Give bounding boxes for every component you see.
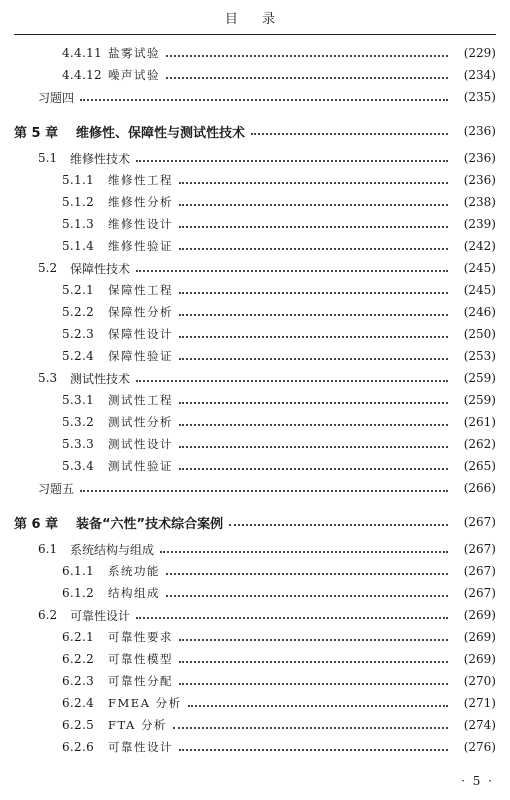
toc-entry-number: 6.2.4 [62, 696, 95, 710]
dot-leader [166, 573, 448, 575]
dot-leader [136, 270, 448, 272]
toc-entry-number: 5.2.1 [62, 283, 95, 297]
toc-entry-page: (269) [463, 652, 496, 666]
toc-entry-title: 噪声试验 [108, 68, 160, 82]
toc-entry-sub[interactable] [0, 389, 510, 411]
toc-entry-page: (234) [463, 68, 496, 82]
toc-entry-title: 装备“六性”技术综合案例 [76, 516, 224, 532]
toc-entry-title: 维修性验证 [108, 239, 173, 253]
dot-leader [179, 248, 448, 250]
dot-leader [179, 204, 448, 206]
toc-entry-title: 保障性设计 [108, 327, 173, 341]
toc-entry-number: 5.2.2 [62, 305, 95, 319]
dot-leader [166, 55, 448, 57]
toc-entry-title: 测试性验证 [108, 459, 173, 473]
toc-entry-title: 习题五 [38, 481, 75, 496]
toc-entry-title: 测试性技术 [70, 371, 131, 386]
toc-entry-number: 6.2.2 [62, 652, 95, 666]
toc-entry-sec[interactable] [0, 604, 510, 626]
page-header-title: 目 录 [224, 12, 286, 27]
toc-entry-sub[interactable] [0, 213, 510, 235]
toc-entry-ch[interactable] [0, 120, 510, 142]
toc-entry-page: (276) [463, 740, 496, 754]
toc-entry-number: 5.2 [38, 261, 58, 275]
toc-entry-sub[interactable] [0, 692, 510, 714]
toc-entry-sub[interactable] [0, 648, 510, 670]
dot-leader [229, 524, 448, 526]
dot-leader [173, 727, 448, 729]
dot-leader [166, 77, 448, 79]
toc-entry-title: 可靠性分配 [108, 674, 173, 688]
toc-entry-page: (261) [463, 415, 496, 429]
toc-entry-sub[interactable] [0, 560, 510, 582]
page-number: · 5 · [461, 774, 494, 788]
toc-entry-page: (267) [463, 586, 496, 600]
toc-entry-number: 6.2 [38, 608, 58, 622]
dot-leader [179, 468, 448, 470]
toc-entry-number: 6.2.1 [62, 630, 95, 644]
toc-entry-sec[interactable] [0, 367, 510, 389]
toc-entry-number: 6.2.6 [62, 740, 95, 754]
toc-entry-page: (239) [463, 217, 496, 231]
toc-entry-sub[interactable] [0, 42, 510, 64]
dot-leader [80, 490, 448, 492]
toc-entry-number: 6.2.3 [62, 674, 95, 688]
toc-entry-title: FMEA 分析 [108, 696, 182, 710]
toc-entry-page: (267) [463, 542, 496, 556]
dot-leader [136, 160, 448, 162]
toc-entry-sub[interactable] [0, 433, 510, 455]
toc-entry-page: (259) [463, 393, 496, 407]
header-rule [14, 34, 496, 35]
dot-leader [179, 226, 448, 228]
toc-entry-sub[interactable] [0, 582, 510, 604]
toc-entry-page: (266) [463, 481, 496, 495]
dot-leader [179, 402, 448, 404]
toc-entry-sub[interactable] [0, 345, 510, 367]
dot-leader [179, 683, 448, 685]
toc-entry-sub[interactable] [0, 169, 510, 191]
toc-entry-number: 第 5 章 [14, 125, 59, 141]
toc-entry-number: 6.1.2 [62, 586, 95, 600]
toc-entry-page: (250) [463, 327, 496, 341]
toc-entry-number: 6.1 [38, 542, 58, 556]
toc-entry-ch[interactable] [0, 511, 510, 533]
toc-entry-page: (270) [463, 674, 496, 688]
toc-entry-number: 5.3.4 [62, 459, 95, 473]
toc-entry-number: 5.1.4 [62, 239, 95, 253]
toc-entry-number: 5.3.1 [62, 393, 95, 407]
dot-leader [251, 133, 448, 135]
toc-entry-ex[interactable] [0, 477, 510, 499]
toc-entry-sub[interactable] [0, 736, 510, 758]
toc-entry-number: 5.1.2 [62, 195, 95, 209]
toc-entry-ex[interactable] [0, 86, 510, 108]
dot-leader [179, 358, 448, 360]
toc-entry-sub[interactable] [0, 626, 510, 648]
toc-entry-title: 维修性、保障性与测试性技术 [76, 125, 246, 141]
toc-entry-sub[interactable] [0, 411, 510, 433]
toc-entry-sub[interactable] [0, 714, 510, 736]
toc-entry-sub[interactable] [0, 670, 510, 692]
toc-entry-sub[interactable] [0, 455, 510, 477]
dot-leader [179, 639, 448, 641]
toc-entry-sub[interactable] [0, 191, 510, 213]
toc-entry-title: 可靠性设计 [108, 740, 173, 754]
toc-entry-page: (236) [463, 173, 496, 187]
toc-entry-title: 测试性设计 [108, 437, 173, 451]
toc-entry-sec[interactable] [0, 538, 510, 560]
dot-leader [179, 182, 448, 184]
toc-entry-page: (267) [463, 564, 496, 578]
toc-entry-page: (235) [463, 90, 496, 104]
toc-entry-page: (236) [463, 124, 496, 138]
toc-entry-title: 可靠性要求 [108, 630, 173, 644]
dot-leader [179, 292, 448, 294]
toc-entry-number: 5.3 [38, 371, 58, 385]
toc-entry-number: 4.4.11 [62, 46, 102, 60]
dot-leader [179, 749, 448, 751]
toc-entry-title: 保障性验证 [108, 349, 173, 363]
toc-entry-page: (271) [463, 696, 496, 710]
toc-entry-title: 可靠性模型 [108, 652, 173, 666]
toc-entry-number: 5.3.2 [62, 415, 95, 429]
toc-entry-sub[interactable] [0, 323, 510, 345]
toc-entry-title: 系统结构与组成 [70, 542, 155, 557]
toc-entry-sub[interactable] [0, 235, 510, 257]
dot-leader [136, 380, 448, 382]
toc-entry-page: (267) [463, 515, 496, 529]
dot-leader [160, 551, 448, 553]
toc-entry-number: 5.2.3 [62, 327, 95, 341]
toc-entry-number: 第 6 章 [14, 516, 59, 532]
toc-entry-title: FTA 分析 [108, 718, 167, 732]
toc-entry-number: 6.1.1 [62, 564, 95, 578]
toc-entry-page: (238) [463, 195, 496, 209]
toc-entry-number: 5.3.3 [62, 437, 95, 451]
toc-entry-title: 保障性分析 [108, 305, 173, 319]
toc-entry-sub[interactable] [0, 64, 510, 86]
toc-entry-title: 测试性工程 [108, 393, 173, 407]
toc-entry-number: 5.1 [38, 151, 58, 165]
toc-entry-number: 4.4.12 [62, 68, 102, 82]
toc-entry-title: 盐雾试验 [108, 46, 160, 60]
toc-entry-sec[interactable] [0, 147, 510, 169]
toc-entry-title: 维修性技术 [70, 151, 131, 166]
toc-entry-page: (245) [463, 261, 496, 275]
dot-leader [136, 617, 448, 619]
dot-leader [179, 424, 448, 426]
toc-entry-title: 可靠性设计 [70, 608, 131, 623]
dot-leader [179, 336, 448, 338]
dot-leader [179, 661, 448, 663]
toc-entry-page: (262) [463, 437, 496, 451]
toc-entry-title: 维修性设计 [108, 217, 173, 231]
toc-entry-number: 5.1.3 [62, 217, 95, 231]
toc-entry-page: (246) [463, 305, 496, 319]
toc-entry-page: (236) [463, 151, 496, 165]
toc-entry-number: 5.1.1 [62, 173, 95, 187]
toc-entry-page: (269) [463, 608, 496, 622]
toc-entry-title: 保障性工程 [108, 283, 173, 297]
dot-leader [179, 314, 448, 316]
toc-entry-page: (259) [463, 371, 496, 385]
toc-entry-page: (245) [463, 283, 496, 297]
toc-entry-page: (269) [463, 630, 496, 644]
toc-entry-title: 测试性分析 [108, 415, 173, 429]
toc-entry-page: (242) [463, 239, 496, 253]
toc-entry-title: 维修性分析 [108, 195, 173, 209]
toc-entry-title: 结构组成 [108, 586, 160, 600]
toc-entry-page: (229) [463, 46, 496, 60]
toc-entry-page: (265) [463, 459, 496, 473]
toc-entry-title: 系统功能 [108, 564, 160, 578]
toc-entry-number: 6.2.5 [62, 718, 95, 732]
toc-entry-number: 5.2.4 [62, 349, 95, 363]
toc-entry-sub[interactable] [0, 279, 510, 301]
dot-leader [188, 705, 448, 707]
toc-entry-sec[interactable] [0, 257, 510, 279]
toc-entry-sub[interactable] [0, 301, 510, 323]
toc-entry-page: (253) [463, 349, 496, 363]
dot-leader [179, 446, 448, 448]
dot-leader [80, 99, 448, 101]
dot-leader [166, 595, 448, 597]
toc-entry-title: 保障性技术 [70, 261, 131, 276]
toc-entry-title: 维修性工程 [108, 173, 173, 187]
toc-entry-page: (274) [463, 718, 496, 732]
toc-entry-title: 习题四 [38, 90, 75, 105]
